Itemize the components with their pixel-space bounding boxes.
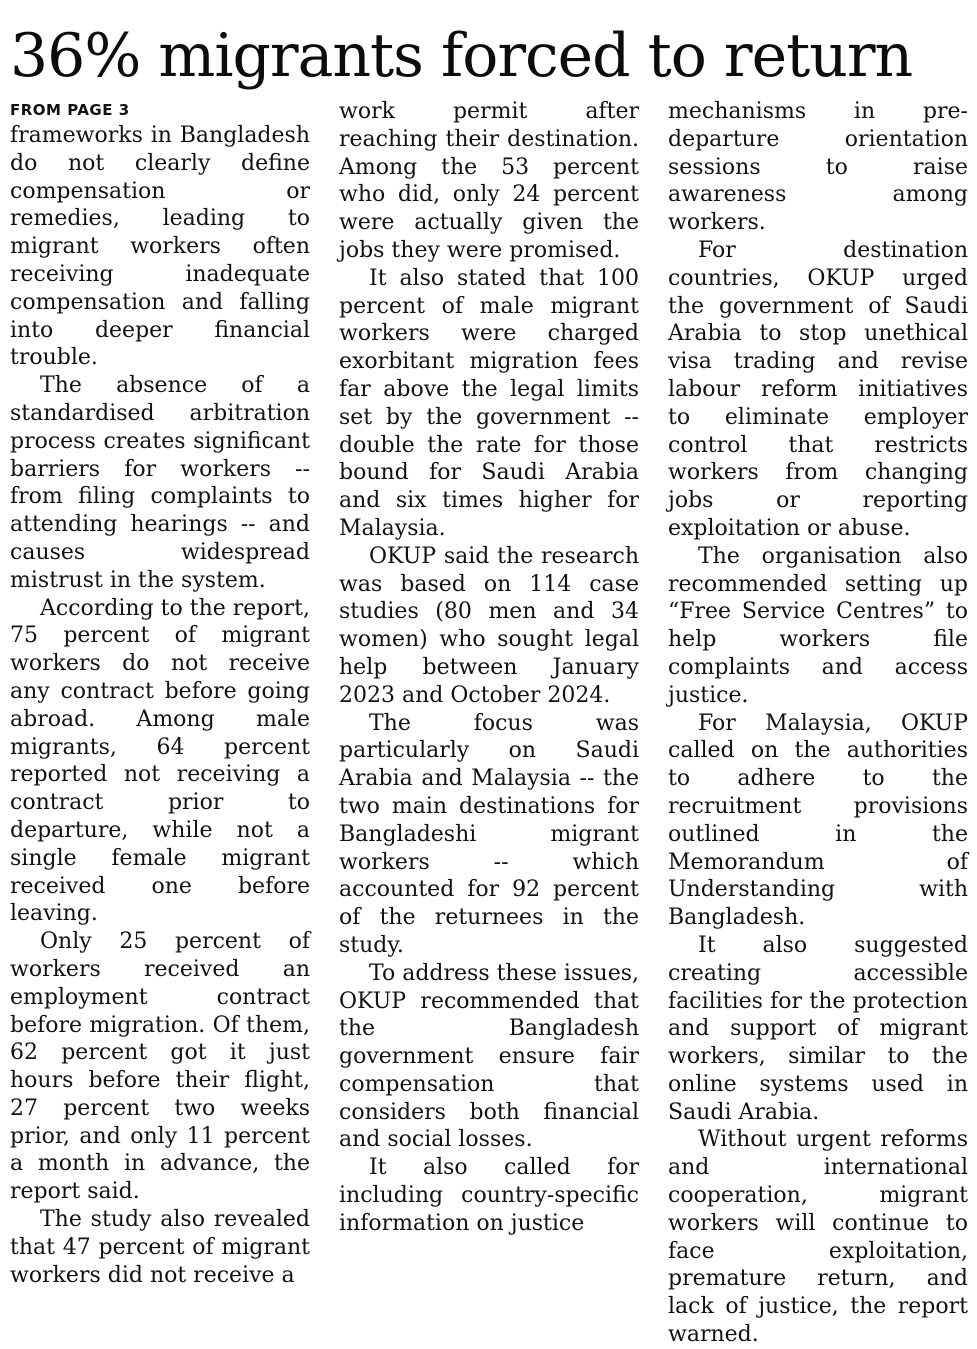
- paragraph: The study also revealed that 47 percent of migrant workers did not receive a: [10, 1207, 310, 1288]
- paragraph: For Malaysia, OKUP called on the authorities to adhere to the recruitment provisions outlined in the Memorandum of Understanding with Bangladesh.: [668, 710, 968, 931]
- paragraph: It also called for including country-specific information on justice: [339, 1155, 639, 1236]
- paragraph: For destination countries, OKUP urged the government of Saudi Arabia to stop unethical visa trading and revise labour reform initiatives to eliminate employer control that restricts workers from changing jobs or reporting exploitation or abuse.: [668, 237, 968, 541]
- paragraph: It also stated that 100 percent of male migrant workers were charged exorbitant migration fees far above the legal limits set by the government -- double the rate for those bound for Saudi Arabia and six times higher for Malaysia.: [339, 265, 639, 541]
- paragraph: Only 25 percent of workers received an employment contract before migration. Of them, 62 percent got it just hours before their flight, 27 percent two weeks prior, and only 11 percent a month in advance, the report said.: [10, 929, 310, 1205]
- paragraph: According to the report, 75 percent of migrant workers do not receive any contract before going abroad. Among male migrants, 64 percent reported not receiving a contract prior to departure, while not a single female migrant received one before leaving.: [10, 595, 310, 927]
- article-column-2: [339, 98, 639, 1349]
- continued-from-label: FROM PAGE 3: [10, 101, 130, 119]
- article-column-1: [10, 98, 310, 1349]
- paragraph: OKUP said the research was based on 114 case studies (80 men and 34 women) who sought legal help between January 2023 and October 2024.: [339, 543, 639, 708]
- paragraph: frameworks in Bangladesh do not clearly define compensation or remedies, leading to migrant workers often receiving inadequate compensation and falling into deeper financial trouble.: [10, 123, 310, 371]
- paragraph: The focus was particularly on Saudi Arabia and Malaysia -- the two main destinations for Bangladeshi migrant workers -- which accounted for 92 percent of the returnees in the study.: [339, 710, 639, 958]
- paragraph: It also suggested creating accessible facilities for the protection and support of migrant workers, similar to the online systems used in Saudi Arabia.: [668, 932, 968, 1125]
- headline: 36% migrants forced to return: [10, 21, 913, 91]
- paragraph: To address these issues, OKUP recommended that the Bangladesh government ensure fair compensation that considers both financial and social losses.: [339, 960, 640, 1153]
- article-columns: [10, 98, 968, 1348]
- paragraph: Without urgent reforms and international cooperation, migrant workers will continue to face exploitation, premature return, and lack of justice, the report warned.: [668, 1127, 968, 1348]
- article-column-3: [668, 98, 968, 1349]
- paragraph: work permit after reaching their destination. Among the 53 percent who did, only 24 percent were actually given the jobs they were promised.: [339, 99, 639, 263]
- paragraph: mechanisms in pre-departure orientation sessions to raise awareness among workers.: [668, 99, 968, 236]
- paragraph: The absence of a standardised arbitration process creates significant barriers for workers -- from filing complaints to attending hearings -- and causes widespread mistrust in the system.: [10, 373, 310, 593]
- paragraph: The organisation also recommended setting up “Free Service Centres” to help workers file complaints and access justice.: [668, 543, 968, 708]
